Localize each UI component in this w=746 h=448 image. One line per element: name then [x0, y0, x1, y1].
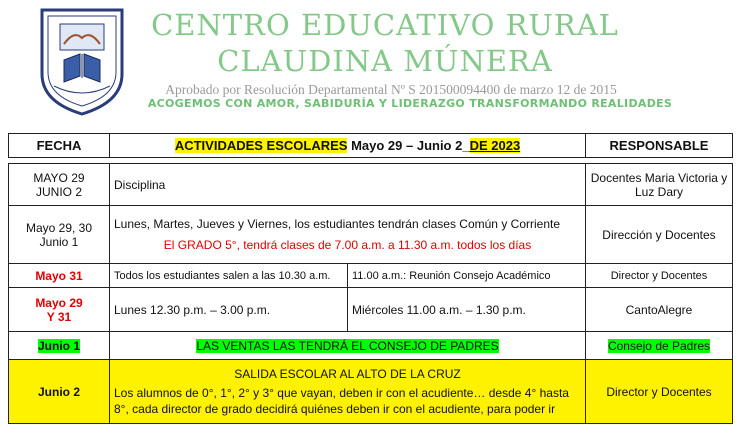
- activities-year: DE 2023: [469, 138, 521, 153]
- row-responsable: Dirección y Docentes: [586, 206, 733, 264]
- row-actividad-text: Los alumnos de 0°, 1°, 2° y 3° que vayan, deben ir con el acudiente… desde 4° hasta 8°, cada director de grado decidirá quiénes deben ir con el acudiente, para poder ir: [114, 385, 569, 416]
- row-actividad-title: SALIDA ESCOLAR AL ALTO DE LA CRUZ: [234, 366, 461, 381]
- school-motto: ACOGEMOS CON AMOR, SABIDURÍA Y LIDERAZGO TRANSFORMANDO REALIDADES: [147, 97, 673, 110]
- row-responsable: Director y Docentes: [586, 264, 733, 288]
- letterhead: [0, 0, 746, 128]
- school-name-line1: CENTRO EDUCATIVO RURAL: [151, 8, 619, 42]
- school-seal-icon: [34, 4, 130, 116]
- row-fecha: Mayo 29, 30 Junio 1: [9, 206, 110, 264]
- row-fecha: Mayo 29 Y 31: [9, 288, 110, 332]
- row-actividad-text: Lunes, Martes, Jueves y Viernes, los estudiantes tendrán clases Común y Corriente: [114, 217, 561, 231]
- row-actividad-b: Miércoles 11.00 a.m. – 1.30 p.m.: [348, 288, 586, 332]
- row-fecha: MAYO 29 JUNIO 2: [9, 164, 110, 206]
- row-responsable: Director y Docentes: [586, 360, 733, 424]
- header-responsable: RESPONSABLE: [586, 134, 733, 158]
- row-actividad-a: Lunes 12.30 p.m. – 3.00 p.m.: [110, 288, 348, 332]
- table-row: [9, 332, 733, 360]
- activities-dates: Mayo 29 – Junio 2_: [347, 138, 470, 153]
- header-fecha: FECHA: [9, 134, 110, 158]
- table-row: [9, 164, 733, 206]
- header-actividades: [110, 134, 586, 158]
- row-responsable: CantoAlegre: [586, 288, 733, 332]
- row-fecha: Junio 1: [9, 332, 110, 360]
- row-actividad-note: El GRADO 5°, tendrá clases de 7.00 a.m. a 11.30 a.m. todos los días: [163, 238, 532, 252]
- row-responsable: Docentes Maria Victoria y Luz Dary: [586, 164, 733, 206]
- row-responsable: Consejo de Padres: [586, 332, 733, 360]
- table-header-row: [9, 134, 733, 158]
- table-row: [9, 264, 733, 288]
- approval-resolution: Aprobado por Resolución Departamental Nº S 201500094400 de marzo 12 de 2015: [165, 82, 617, 97]
- table-row: [9, 206, 733, 264]
- activities-label: ACTIVIDADES ESCOLARES: [174, 138, 348, 153]
- row-actividad: [110, 206, 586, 264]
- table-row: [9, 288, 733, 332]
- row-actividad-b: 11.00 a.m.: Reunión Consejo Académico: [348, 264, 586, 288]
- activities-table: [8, 133, 733, 424]
- row-actividad: Disciplina: [110, 164, 586, 206]
- row-actividad: LAS VENTAS LAS TENDRÁ EL CONSEJO DE PADRES: [110, 332, 586, 360]
- row-actividad: [110, 360, 586, 424]
- school-name-line2: CLAUDINA MÚNERA: [217, 44, 553, 78]
- row-fecha: Junio 2: [9, 360, 110, 424]
- table-row: [9, 360, 733, 424]
- row-fecha: Mayo 31: [9, 264, 110, 288]
- row-actividad-a: Todos los estudiantes salen a las 10.30 a.m.: [110, 264, 348, 288]
